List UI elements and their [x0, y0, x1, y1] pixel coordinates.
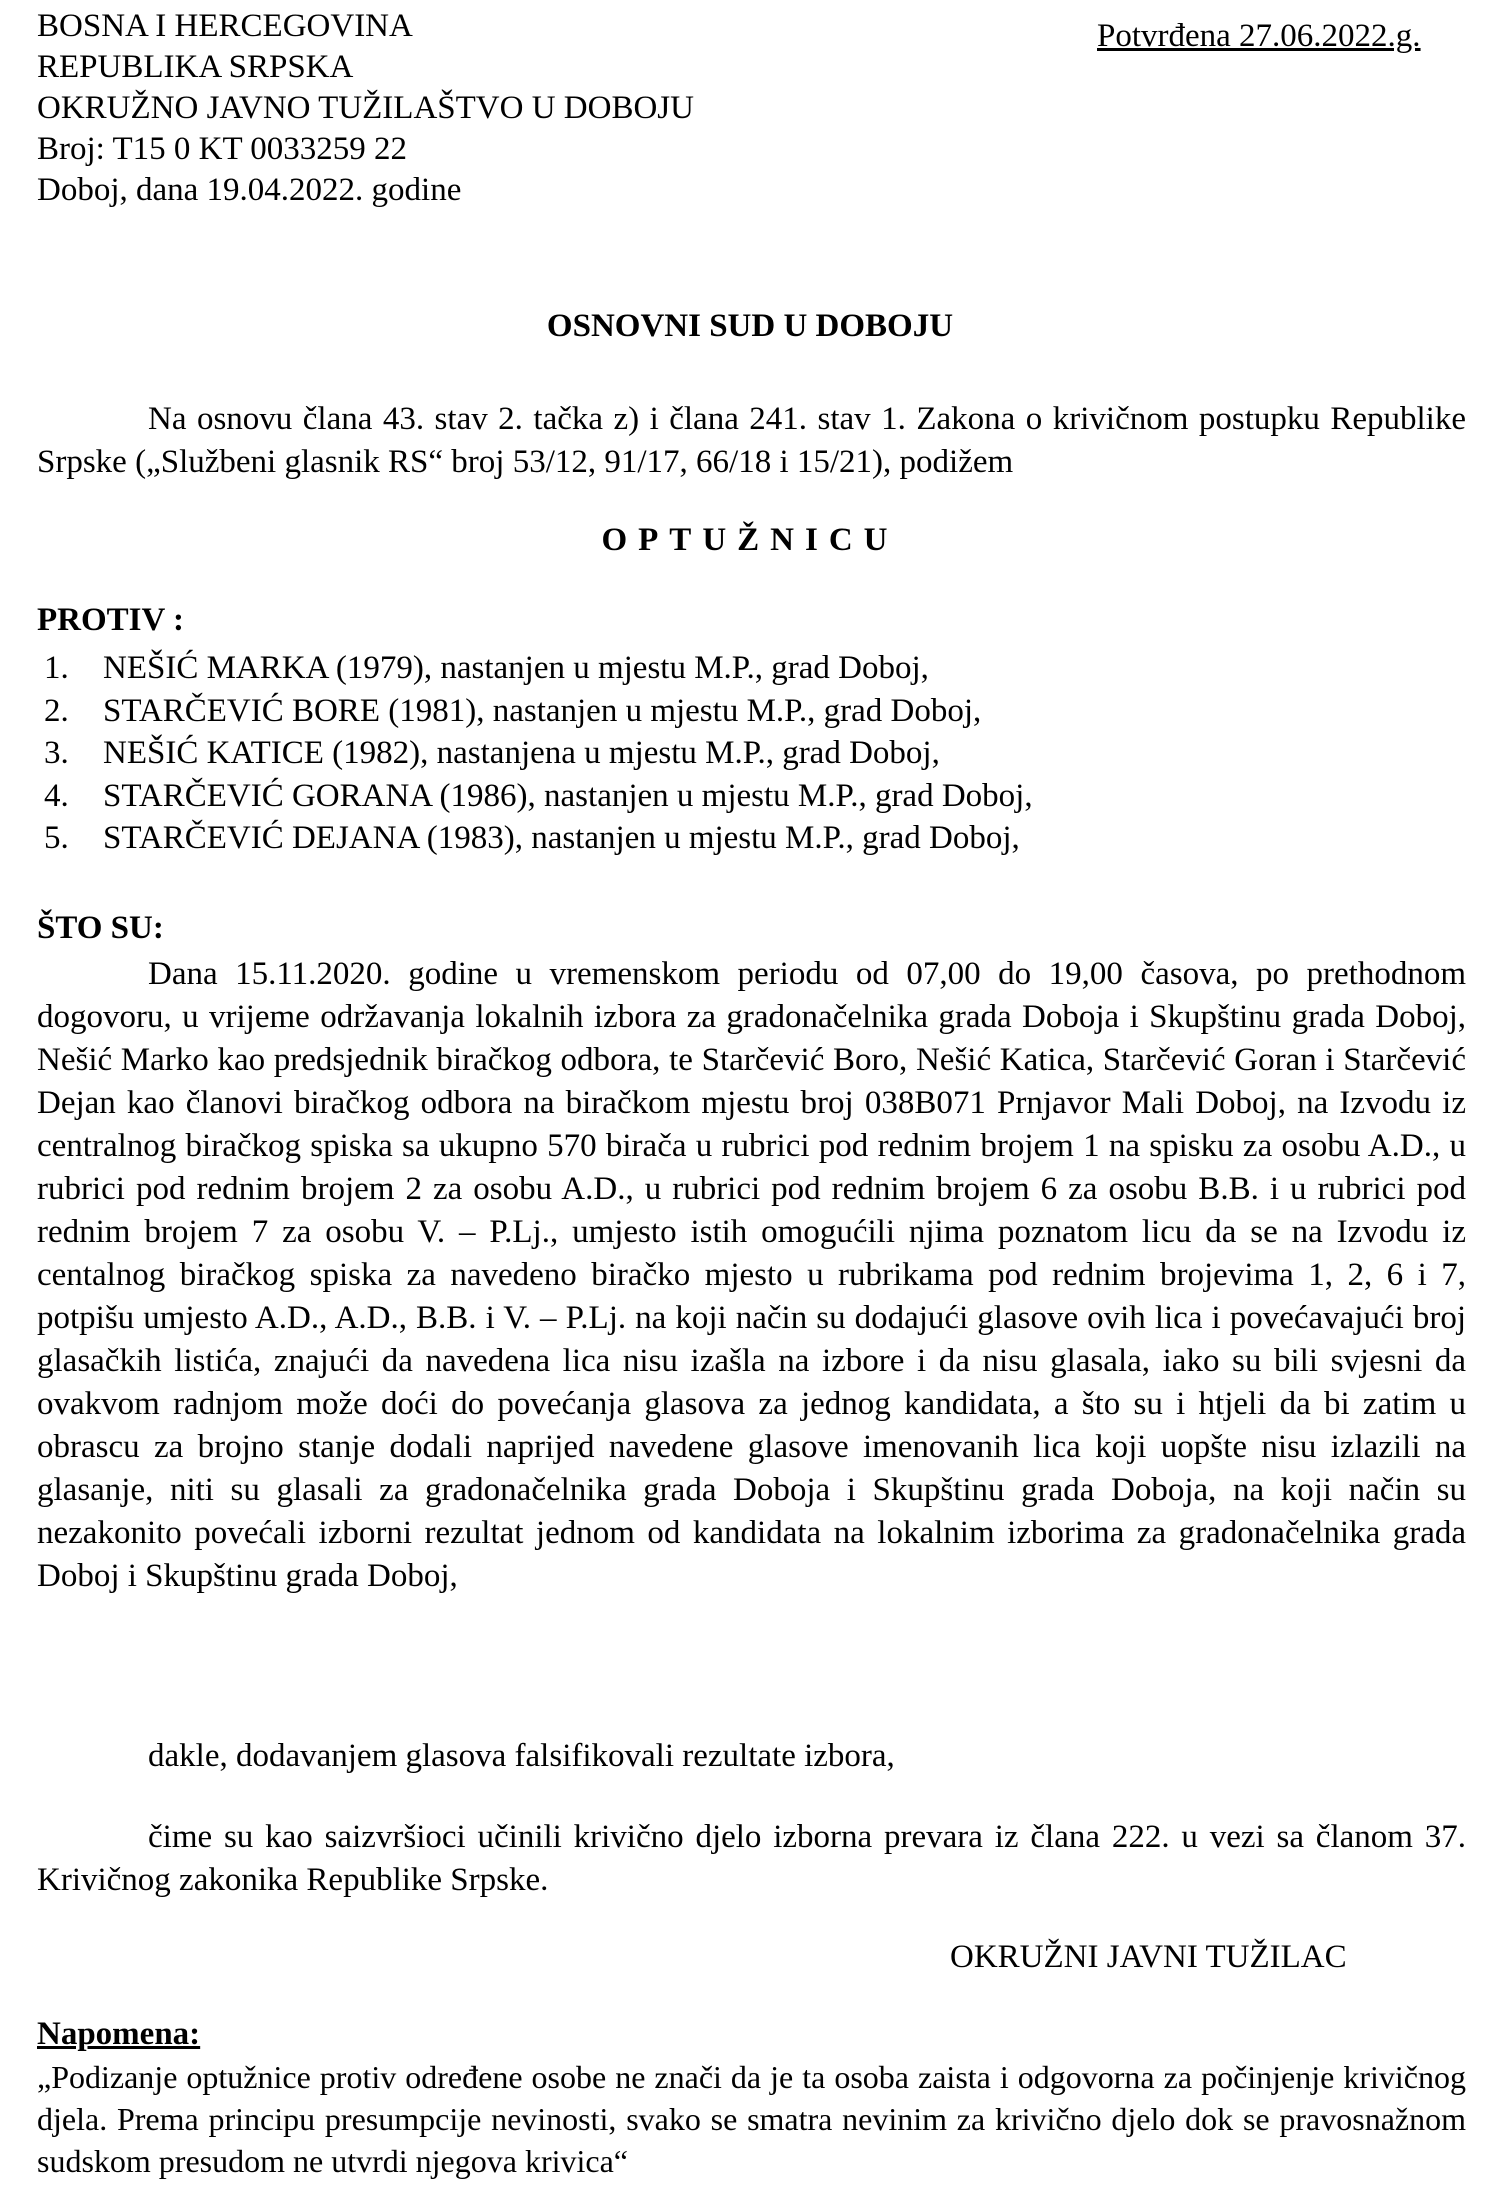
defendant-number: 3.: [44, 735, 69, 771]
defendant-text: STARČEVIĆ DEJANA (1983), nastanjen u mjestu M.P., grad Doboj,: [103, 820, 1020, 856]
defendant-number: 4.: [44, 777, 69, 814]
defendant-item: [44, 690, 1033, 733]
header-case-number: Broj: T15 0 KT 0033259 22: [37, 131, 408, 167]
confirmation-stamp: Potvrđena 27.06.2022.g.: [1097, 18, 1421, 54]
charges-label: ŠTO SU:: [37, 910, 164, 946]
header-office: OKRUŽNO JAVNO TUŽILAŠTVO U DOBOJU: [37, 90, 694, 126]
defendants-list: [44, 647, 1033, 860]
defendant-item: [44, 732, 1033, 775]
defendant-item: [44, 775, 1033, 818]
document-header: [37, 6, 694, 211]
defendant-number: 1.: [44, 650, 69, 686]
addressee-court: OSNOVNI SUD U DOBOJU: [546, 308, 954, 344]
defendant-item: [44, 817, 1033, 860]
against-label: PROTIV :: [37, 602, 184, 638]
defendant-number: 2.: [44, 692, 69, 729]
charges-qualification: čime su kao saizvršioci učinili krivično djelo izborna prevara iz člana 222. u vezi sa članom 37. Krivičnog zakonika Republike Srpske.: [37, 1819, 1466, 1898]
defendant-text: STARČEVIĆ BORE (1981), nastanjen u mjestu M.P., grad Doboj,: [103, 692, 982, 729]
defendant-text: STARČEVIĆ GORANA (1986), nastanjen u mjestu M.P., grad Doboj,: [103, 777, 1033, 814]
document-title: OPTUŽNICU: [601, 522, 899, 558]
defendant-item: [44, 647, 1033, 690]
defendant-number: 5.: [44, 820, 69, 856]
header-country: BOSNA I HERCEGOVINA: [37, 8, 413, 44]
defendant-text: NEŠIĆ KATICE (1982), nastanjena u mjestu M.P., grad Doboj,: [103, 735, 940, 771]
header-date: Doboj, dana 19.04.2022. godine: [37, 172, 462, 208]
intro-paragraph: Na osnovu člana 43. stav 2. tačka z) i člana 241. stav 1. Zakona o krivičnom postupku Republike Srpske („Službeni glasnik RS“ broj 53/12, 91/17, 66/18 i 15/21), podižem: [37, 401, 1466, 480]
charges-summary: dakle, dodavanjem glasova falsifikovali rezultate izbora,: [148, 1738, 895, 1774]
charges-body: Dana 15.11.2020. godine u vremenskom periodu od 07,00 do 19,00 časova, po prethodnom dogovoru, u vrijeme održavanja lokalnih izbora za gradonačelnika grada Doboja i Skupštinu grada Doboj, Nešić Marko kao predsjednik biračkog odbora, te Starčević Boro, Nešić Katica, Starčević Goran i Starčević Dejan kao članovi biračkog odbora na biračkom mjestu broj 038B071 Prnjavor Mali Doboj, na Izvodu iz centralnog biračkog spiska sa ukupno 570 birača u rubrici pod rednim brojem 1 na spisku za osobu A.D., u rubrici pod rednim brojem 2 za osobu A.D., u rubrici pod rednim brojem 6 za osobu B.B. i u rubrici pod rednim brojem 7 za osobu V. – P.Lj., umjesto istih omogućili njima poznatom licu da se na Izvodu iz centalnog biračkog spiska za navedeno biračko mjesto u rubrikama pod rednim brojevima 1, 2, 6 i 7, potpišu umjesto A.D., A.D., B.B. i V. – P.Lj. na koji način su dodajući glasove ovih lica i povećavajući broj glasačkih listića, znajući da navedena lica nisu izašla na izbore i da nisu glasala, iako su bili svjesni da ovakvom radnjom može doći do povećanja glasova za jednog kandidata, a što su i htjeli da bi zatim u obrascu za brojno stanje dodali naprijed navedene glasove imenovanih lica koji uopšte nisu izlazili na glasanje, niti su glasali za gradonačelnika grada Doboja i Skupštinu grada Doboja, na koji način su nezakonito povećali izborni rezultat jednom od kandidata na lokalnim izborima za gradonačelnika grada Doboj i Skupštinu grada Doboj,: [37, 956, 1466, 1594]
note-label: Napomena:: [37, 2016, 201, 2052]
note-text: „Podizanje optužnice protiv određene osobe ne znači da je ta osoba zaista i odgovorna za počinjenje krivičnog djela. Prema principu presumpcije nevinosti, svako se smatra nevinim za krivično djelo dok se pravosnažnom sudskom presudom ne utvrdi njegova krivica“: [37, 2059, 1466, 2179]
signature-title: OKRUŽNI JAVNI TUŽILAC: [950, 1939, 1347, 1975]
defendant-text: NEŠIĆ MARKA (1979), nastanjen u mjestu M.P., grad Doboj,: [103, 650, 929, 686]
header-entity: REPUBLIKA SRPSKA: [37, 49, 354, 85]
